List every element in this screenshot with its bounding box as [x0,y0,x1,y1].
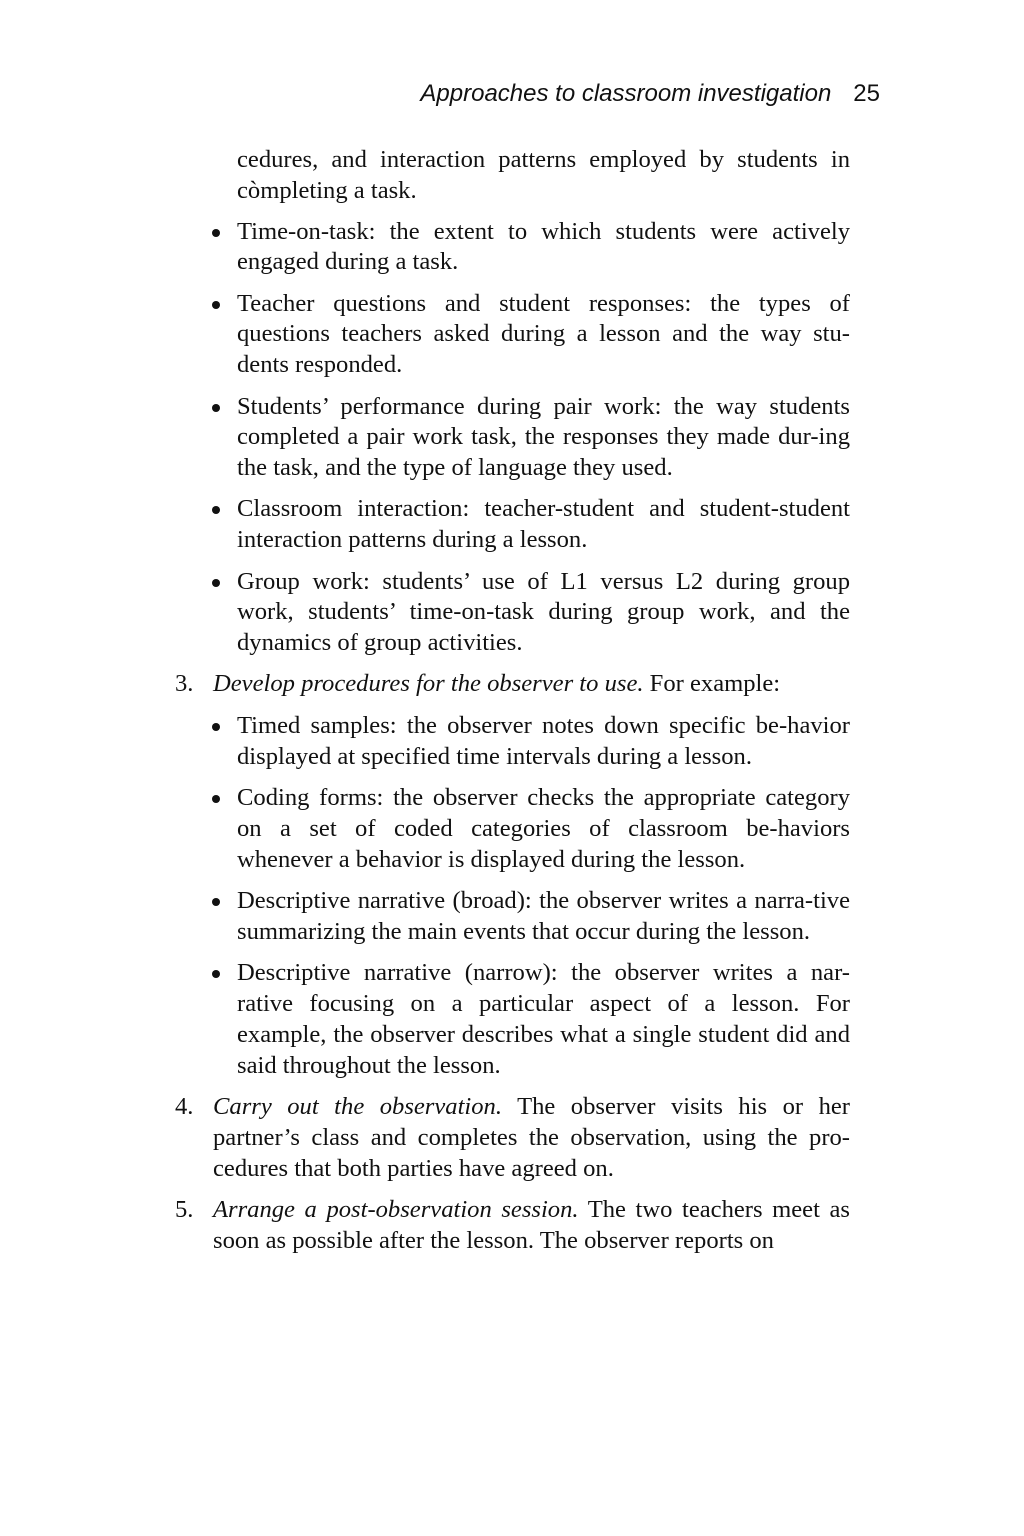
bullet-icon [212,506,220,514]
item-lead: Develop procedures for the observer to use. [213,670,644,698]
bullet-icon [212,301,220,309]
page-number: 25 [853,80,880,107]
list-item [175,567,850,659]
item-number: 3. [175,670,194,698]
numbered-item-4 [175,1092,850,1184]
item-lead: Carry out the observation. [213,1093,503,1121]
bullet-text: Descriptive narrative (narrow): the observer writes a nar-rative focusing on a particular aspect of a lesson. For example, the observer describes what a single student did and said throughout the lesson. [237,959,850,1079]
continuation-paragraph: cedures, and interaction patterns employed by students in còmpleting a task. [237,146,850,204]
list-item [175,289,850,381]
item-text: The two teachers meet as soon as possible after the lesson. The observer reports on [213,1195,850,1254]
body-text [175,145,850,1267]
item-number: 5. [175,1195,194,1223]
bullet-icon [212,723,220,731]
bullet-icon [212,795,220,803]
list-item [175,392,850,484]
list-item [175,783,850,875]
item-number: 4. [175,1093,194,1121]
bullet-text: Students’ performance during pair work: the way students completed a pair work task, the responses they made dur-ing the task, and the type of language they used. [237,392,850,482]
list-item [175,886,850,948]
running-title: Approaches to classroom investigation [420,80,832,107]
bullet-icon [212,404,220,412]
item-text: For example: [643,670,781,698]
list-item [175,494,850,556]
list-item [175,217,850,279]
bullet-icon [212,898,220,906]
bullet-text: Descriptive narrative (broad): the observer writes a narra-tive summarizing the main events that occur during the lesson. [237,887,850,946]
list-item [175,711,850,773]
bullet-text: Group work: students’ use of L1 versus L2 during group work, students’ time-on-task during group work, and the dynamics of group activities. [237,567,850,657]
bullet-text: Time-on-task: the extent to which students were actively engaged during a task. [237,217,850,276]
item-text: The observer visits his or her partner’s class and completes the observation, using the pro-cedures that both parties have agreed on. [213,1093,851,1182]
list-item [175,958,850,1081]
bullet-text: Teacher questions and student responses: the types of questions teachers asked during a lesson and the way stu-dents responded. [237,289,850,379]
bullet-text: Coding forms: the observer checks the appropriate category on a set of coded categories of classroom be-haviors whenever a behavior is displayed during the lesson. [237,784,850,873]
observation-focus-list [175,217,850,659]
bullet-icon [212,579,220,587]
item-lead: Arrange a post-observation session. [213,1195,579,1223]
bullet-icon [212,970,220,978]
numbered-item-5 [175,1195,850,1257]
running-head [420,78,880,110]
numbered-item-3 [175,669,850,1081]
bullet-text: Classroom interaction: teacher-student and student-student interaction patterns during a lesson. [237,495,850,554]
bullet-text: Timed samples: the observer notes down specific be-havior displayed at specified time intervals during a lesson. [237,712,850,771]
bullet-icon [212,229,220,237]
procedure-list [175,711,850,1081]
